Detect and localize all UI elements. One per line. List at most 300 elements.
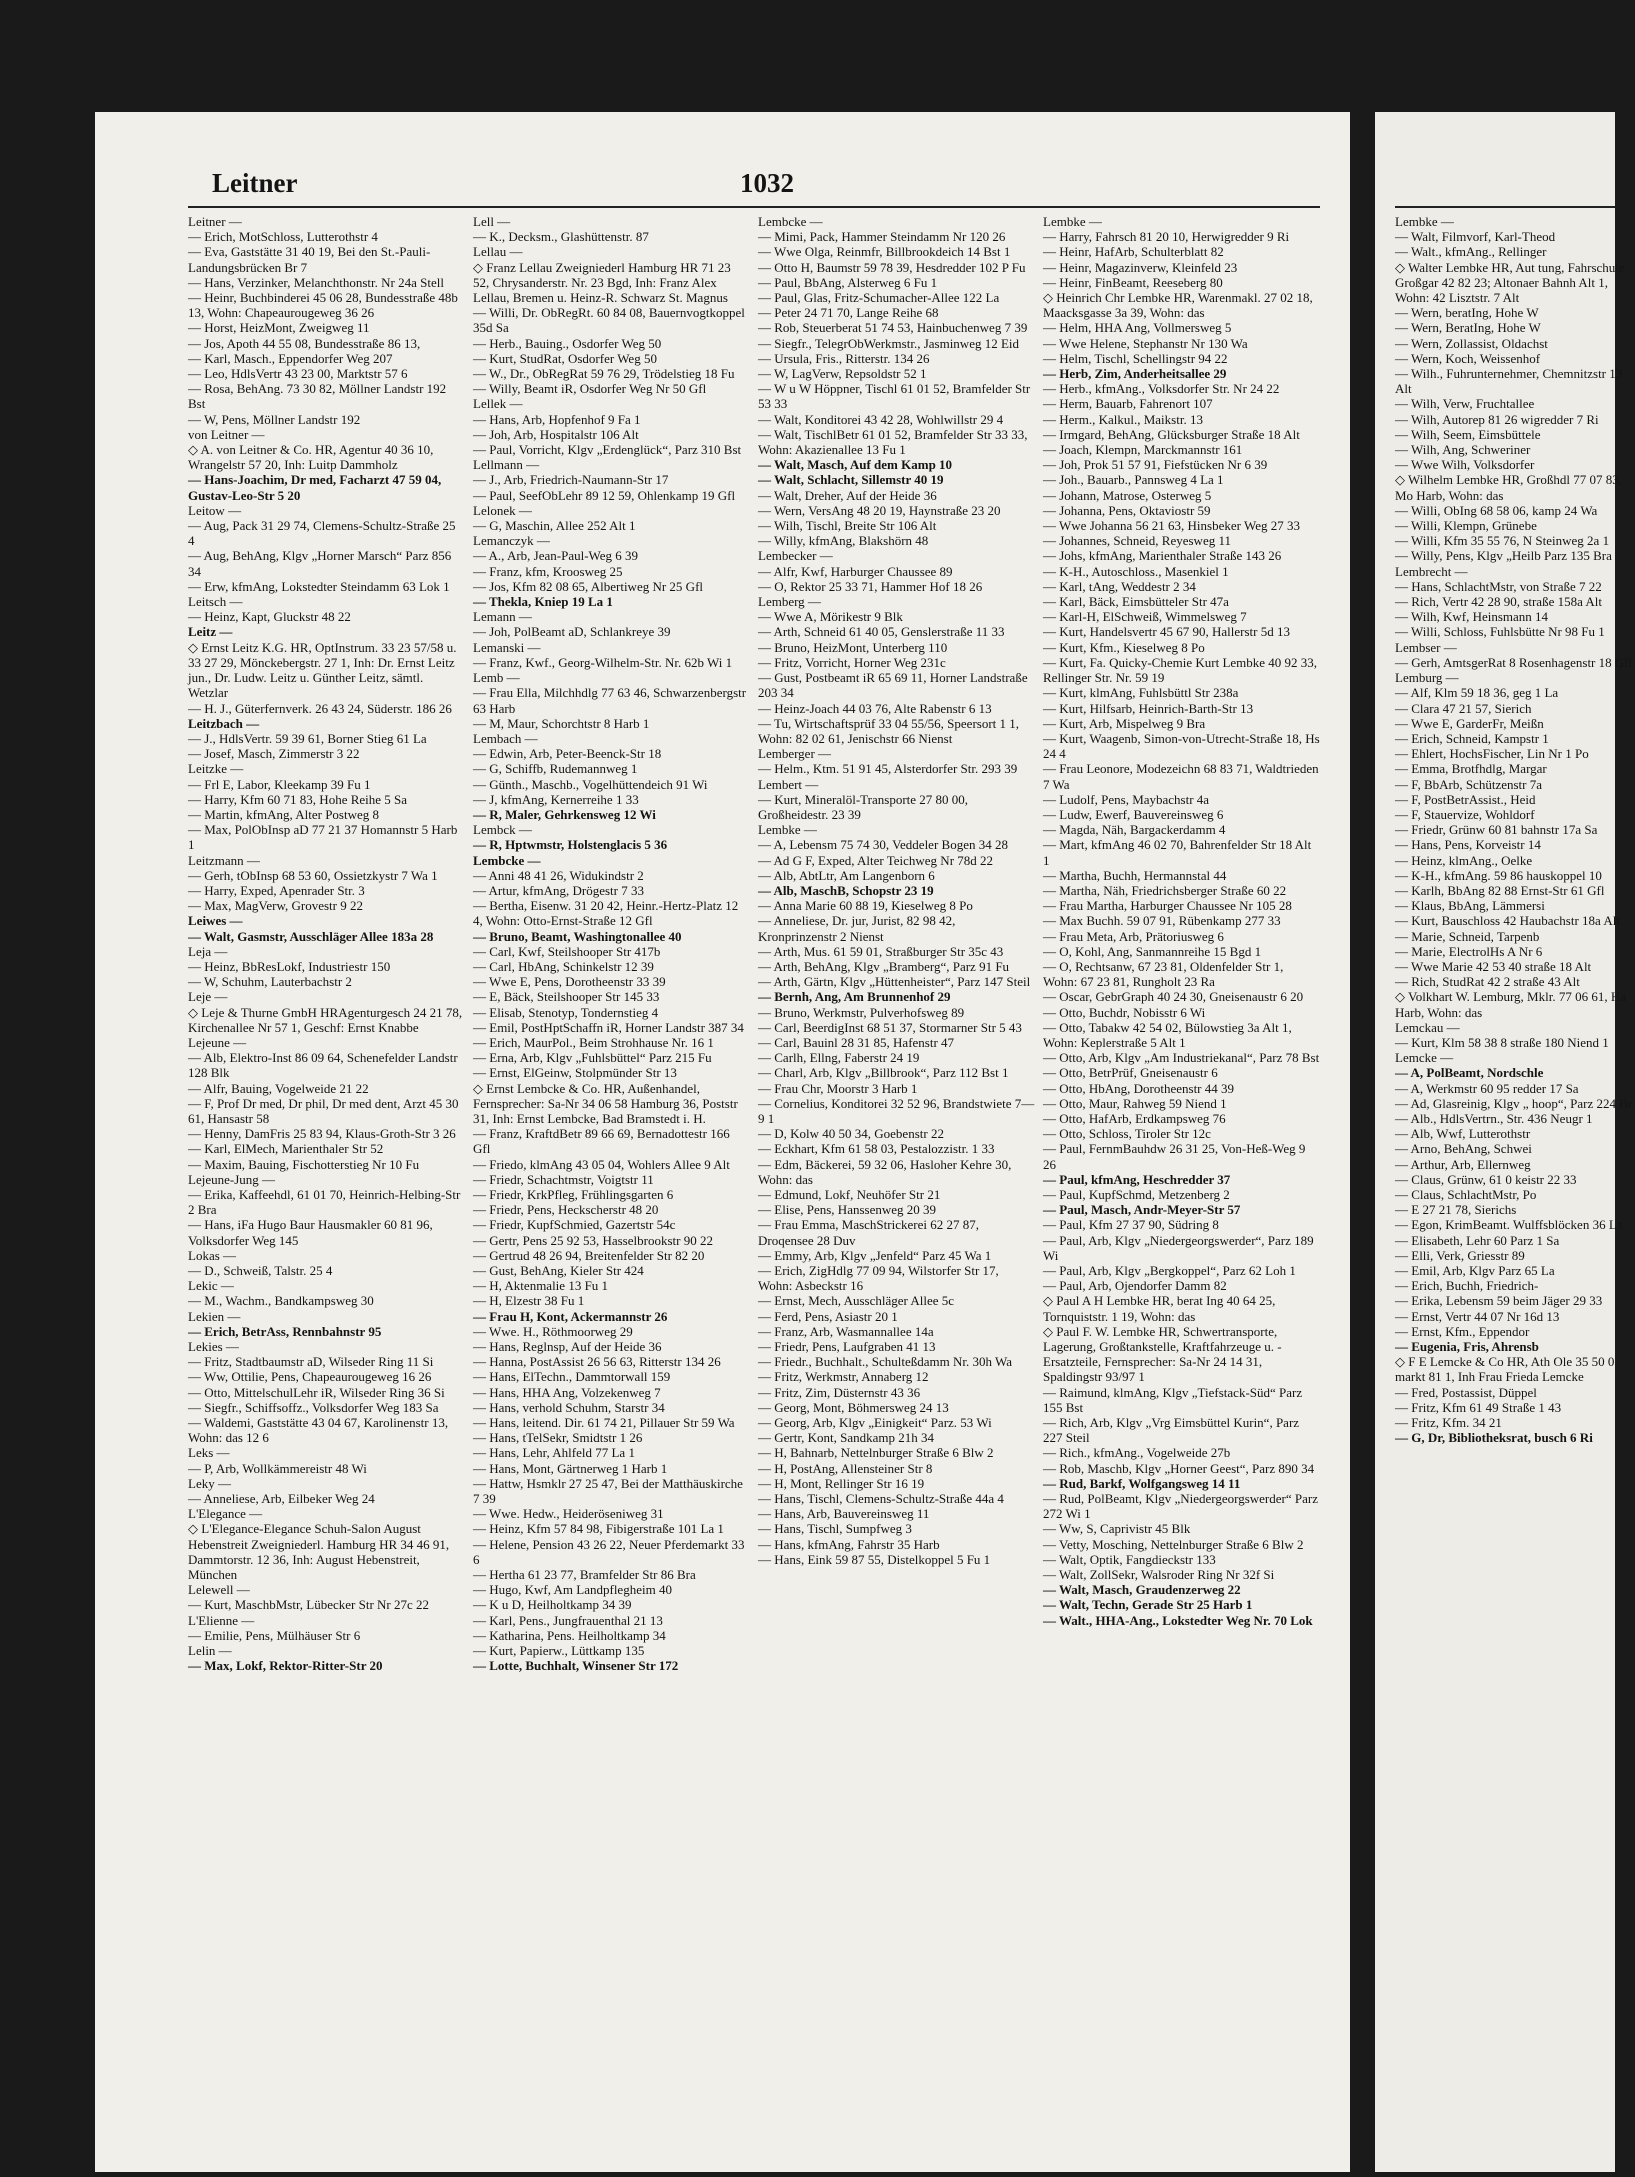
directory-entry: — H. J., Güterfernverk. 26 43 24, Süderstr. 186 26 xyxy=(188,700,452,716)
directory-entry: — Hans, Mont, Gärtnerweg 1 Harb 1 xyxy=(473,1460,668,1476)
directory-entry: — Willy, kfmAng, Blakshörn 48 xyxy=(758,533,929,549)
directory-entry: — Tu, Wirtschaftsprüf 33 04 55/56, Speersort 1 1, Wohn: 82 02 61, Jenischstr 66 Nienst xyxy=(758,715,1020,746)
directory-entry: — Mart, kfmAng 46 02 70, Bahrenfelder Str 18 Alt 1 xyxy=(1043,837,1312,868)
directory-entry: — A, Lebensm 75 74 30, Veddeler Bogen 34 28 xyxy=(758,837,1008,853)
directory-entry: Lembser — xyxy=(1395,639,1457,655)
directory-entry: — Emma, Brotfhdlg, Margar xyxy=(1395,761,1547,777)
directory-entry: — Wwe E, Pens, Dorotheenstr 33 39 xyxy=(473,974,666,990)
directory-entry: — Martha, Näh, Friedrichsberger Straße 60 22 xyxy=(1043,882,1287,898)
directory-entry: — Ferd, Pens, Asiastr 20 1 xyxy=(758,1308,898,1324)
directory-entry: — Wilh, Ang, Schweriner xyxy=(1395,442,1531,458)
directory-entry: — Carl, Bauinl 28 31 85, Hafenstr 47 xyxy=(758,1034,955,1050)
directory-entry: — Hans, ElTechn., Dammtorwall 159 xyxy=(473,1369,671,1385)
directory-entry: — Gertr, Pens 25 92 53, Hasselbrookstr 90 22 xyxy=(473,1232,713,1248)
directory-entry: — O, Rektor 25 33 71, Hammer Hof 18 26 xyxy=(758,578,983,594)
directory-entry: — Marie, ElectrolHs A Nr 6 xyxy=(1395,943,1543,959)
directory-entry: — Katharina, Pens. Heilholtkamp 34 xyxy=(473,1627,666,1643)
directory-entry: — Walt, Gasmstr, Ausschläger Allee 183a 28 xyxy=(188,928,434,944)
directory-entry: — Carlh, Ellng, Faberstr 24 19 xyxy=(758,1050,920,1066)
directory-entry: — Wwe. Hedw., Heideröseniweg 31 xyxy=(473,1506,664,1522)
directory-entry: — Kurt, MaschbMstr, Lübecker Str Nr 27c 22 xyxy=(188,1597,430,1613)
directory-entry: — Egon, KrimBeamt. Wulffsblöcken 36 La xyxy=(1395,1217,1623,1233)
directory-entry: — Frau Emma, MaschStrickerei 62 27 87, Droqensee 28 Duv xyxy=(758,1217,979,1248)
directory-entry: Leks — xyxy=(188,1445,230,1461)
directory-entry: — Carl, Kwf, Steilshooper Str 417b xyxy=(473,943,661,959)
directory-entry: — Eva, Gaststätte 31 40 19, Bei den St.-Pauli-Landungsbrücken Br 7 xyxy=(188,244,431,275)
directory-entry: — Erich, ZigHdlg 77 09 94, Wilstorfer Str 17, Wohn: Asbeckstr 16 xyxy=(758,1263,999,1294)
directory-entry: — Hans, Arb, Hopfenhof 9 Fa 1 xyxy=(473,411,641,427)
directory-entry: — Rich., kfmAng., Vogelweide 27b xyxy=(1043,1445,1231,1461)
directory-entry: — Alfr, Bauing, Vogelweide 21 22 xyxy=(188,1080,369,1096)
directory-entry: — Leo, HdlsVertr 43 23 00, Marktstr 57 6 xyxy=(188,366,408,382)
directory-entry: Lemann — xyxy=(473,609,532,625)
directory-entry: — Emilie, Pens, Mülhäuser Str 6 xyxy=(188,1627,361,1643)
directory-entry: — Fritz, Werkmstr, Annaberg 12 xyxy=(758,1369,929,1385)
directory-entry: — Bernh, Ang, Am Brunnenhof 29 xyxy=(758,989,951,1005)
directory-entry: — Gerh, tObInsp 68 53 60, Ossietzkystr 7 Wa 1 xyxy=(188,867,438,883)
directory-entry: — Heinr, FinBeamt, Reeseberg 80 xyxy=(1043,274,1223,290)
directory-entry: — Kurt, Kfm., Kieselweg 8 Po xyxy=(1043,639,1205,655)
directory-entry: — Rosa, BehAng. 73 30 82, Möllner Landstr 192 Bst xyxy=(188,381,447,412)
directory-entry: — Joh, Arb, Hospitalstr 106 Alt xyxy=(473,426,639,442)
directory-entry: — M, Maur, Schorchtstr 8 Harb 1 xyxy=(473,715,650,731)
directory-entry: — Paul, KupfSchmd, Metzenberg 2 xyxy=(1043,1187,1230,1202)
directory-entry: Lekic — xyxy=(188,1278,234,1294)
directory-entry: — A, PolBeamt, Nordschle xyxy=(1395,1065,1544,1081)
directory-entry: — Walt, Optik, Fangdieckstr 133 xyxy=(1043,1551,1216,1567)
directory-entry: — Paul, Arb, Klgv „Niedergeorgswerder“, Parz 189 Wi xyxy=(1043,1232,1314,1263)
directory-entry: — Maxim, Bauing, Fischotterstieg Nr 10 Fu xyxy=(188,1156,420,1172)
directory-entry: — Karl-H, ElSchweiß, Wimmelsweg 7 xyxy=(1043,609,1247,625)
directory-entry: — Friedo, klmAng 43 05 04, Wohlers Allee 9 Alt xyxy=(473,1156,730,1172)
directory-entry: — Heinz-Joach 44 03 76, Alte Rabenstr 6 13 xyxy=(758,700,992,716)
directory-entry: — F, Prof Dr med, Dr phil, Dr med dent, Arzt 45 30 61, Hansastr 58 xyxy=(188,1095,459,1126)
directory-entry: — Ernst, Kfm., Eppendor xyxy=(1395,1323,1530,1339)
running-head-name: Leitner xyxy=(212,168,298,198)
directory-entry: — Mimi, Pack, Hammer Steindamm Nr 120 26 xyxy=(758,229,1006,245)
directory-entry: — Cornelius, Konditorei 32 52 96, Brandstwiete 7—9 1 xyxy=(758,1095,1035,1126)
directory-entry: — Kurt, Waagenb, Simon-von-Utrecht-Straße 18, Hs 24 4 xyxy=(1043,730,1320,762)
directory-entry: — J., HdlsVertr. 59 39 61, Borner Stieg 61 La xyxy=(188,730,427,746)
directory-entry: — Joach, Klempn, Marckmannstr 161 xyxy=(1043,442,1243,458)
directory-entry: — Artur, kfmAng, Drögestr 7 33 xyxy=(473,882,644,898)
directory-entry: — Joh., Bauarb., Pannsweg 4 La 1 xyxy=(1043,472,1224,488)
directory-entry: — Kurt, Fa. Quicky-Chemie Kurt Lembke 40 92 33, Rellinger Str. Nr. 59 19 xyxy=(1043,654,1318,686)
directory-entry: — A, Werkmstr 60 95 redder 17 Sa xyxy=(1395,1080,1579,1096)
directory-entry: — Max, PolObInsp aD 77 21 37 Homannstr 5 Harb 1 xyxy=(188,822,458,853)
directory-entry: — O, Rechtsanw, 67 23 81, Oldenfelder Str 1, Wohn: 67 23 81, Rungholt 23 Ra xyxy=(1043,958,1284,990)
directory-entry: — Alfr, Kwf, Harburger Chaussee 89 xyxy=(758,563,953,579)
directory-entry: — H, Aktenmalie 13 Fu 1 xyxy=(473,1278,609,1294)
directory-entry: — Hans, Reglnsp, Auf der Heide 36 xyxy=(473,1339,662,1355)
directory-columns xyxy=(188,214,1320,2004)
directory-entry: — Johs, kfmAng, Marienthaler Straße 143 26 xyxy=(1043,548,1282,564)
directory-entry: — Anna Marie 60 88 19, Kieselweg 8 Po xyxy=(758,898,973,914)
directory-entry: — H, PostAng, Allensteiner Str 8 xyxy=(758,1460,933,1476)
directory-entry: — Kurt, StudRat, Osdorfer Weg 50 xyxy=(473,350,657,366)
next-page-header-rule xyxy=(1395,206,1615,208)
directory-entry: — Frau Martha, Harburger Chaussee Nr 105 28 xyxy=(1043,898,1292,914)
directory-entry: — Johanna, Pens, Oktaviostr 59 xyxy=(1043,502,1211,518)
directory-entry: — Kurt, Hilfsarb, Heinrich-Barth-Str 13 xyxy=(1043,700,1254,716)
directory-entry: — Anneliese, Dr. jur, Jurist, 82 98 42, Kronprinzenstr 2 Nienst xyxy=(758,913,956,944)
directory-entry: — Karl, tAng, Weddestr 2 34 xyxy=(1043,578,1196,594)
directory-entry: — Karl, Pens., Jungfrauenthal 21 13 xyxy=(473,1612,663,1628)
directory-entry: Lemb — xyxy=(473,670,520,686)
directory-entry: Lemckau — xyxy=(1395,1019,1460,1035)
directory-entry: — Frau H, Kont, Ackermannstr 26 xyxy=(473,1308,668,1324)
directory-entry: — Joh, Prok 51 57 91, Fiefstücken Nr 6 39 xyxy=(1043,457,1268,473)
directory-entry: — Hans, SchlachtMstr, von Straße 7 22 xyxy=(1395,578,1602,594)
directory-entry: — Rich, StudRat 42 2 straße 43 Alt xyxy=(1395,974,1580,990)
directory-entry: — Heinz, BbResLokf, Industriestr 150 xyxy=(188,958,391,974)
directory-entry: — Elisab, Stenotyp, Tondernstieg 4 xyxy=(473,1004,659,1020)
directory-entry: Lembert — xyxy=(758,776,819,792)
directory-entry: — Anni 48 41 26, Widukindstr 2 xyxy=(473,867,644,883)
directory-entry: — Ernst, Mech, Ausschläger Allee 5c xyxy=(758,1293,955,1309)
directory-entry: Lejeune-Jung — xyxy=(188,1171,276,1187)
directory-entry: — G, Schiffb, Rudemannweg 1 xyxy=(473,761,638,777)
directory-column-1 xyxy=(188,214,465,2004)
directory-entry: Leky — xyxy=(188,1475,231,1491)
directory-entry: — Hans-Joachim, Dr med, Facharzt 47 59 04, Gustav-Leo-Str 5 20 xyxy=(188,472,442,503)
directory-entry: — Wilh, Kwf, Heinsmann 14 xyxy=(1395,609,1549,625)
directory-entry: — Emmy, Arb, Klgv „Jenfeld“ Parz 45 Wa 1 xyxy=(758,1247,992,1263)
directory-entry: — Edwin, Arb, Peter-Beenck-Str 18 xyxy=(473,746,662,762)
directory-entry: Lokas — xyxy=(188,1247,237,1263)
directory-entry: — Joh, PolBeamt aD, Schlankreye 39 xyxy=(473,624,671,640)
directory-entry: — Eugenia, Fris, Ahrensb xyxy=(1395,1339,1539,1355)
directory-entry: — Alb, MaschB, Schopstr 23 19 xyxy=(758,882,934,898)
directory-entry: — W u W Höppner, Tischl 61 01 52, Bramfelder Str 53 33 xyxy=(758,381,1031,412)
directory-entry: — Clara 47 21 57, Sierich xyxy=(1395,700,1532,716)
directory-entry: — Georg, Mont, Böhmersweg 24 13 xyxy=(758,1399,949,1415)
directory-entry: — Max, MagVerw, Grovestr 9 22 xyxy=(188,898,363,914)
directory-entry: — Edm, Bäckerei, 59 32 06, Hasloher Kehre 30, Wohn: das xyxy=(758,1156,1012,1187)
directory-entry: — K., Decksm., Glashüttenstr. 87 xyxy=(473,229,649,245)
directory-entry: — Claus, Grünw, 61 0 keistr 22 33 xyxy=(1395,1171,1577,1187)
directory-entry: — Wilh, Tischl, Breite Str 106 Alt xyxy=(758,518,937,534)
directory-entry: — Ernst, ElGeinw, Stolpmünder Str 13 xyxy=(473,1065,677,1081)
directory-entry: Leja — xyxy=(188,943,228,959)
directory-entry: Leiwes — xyxy=(188,913,243,929)
directory-entry: — Otto, Buchdr, Nobisstr 6 Wi xyxy=(1043,1004,1206,1020)
directory-entry: — Irmgard, BehAng, Glücksburger Straße 18 Alt xyxy=(1043,426,1300,442)
directory-entry: — Franz, kfm, Kroosweg 25 xyxy=(473,563,623,579)
directory-entry: — Kurt, Handelsvertr 45 67 90, Hallerstr 5d 13 xyxy=(1043,624,1290,640)
directory-entry: — F, Stauervize, Wohldorf xyxy=(1395,806,1535,822)
directory-entry: — Hans, iFa Hugo Baur Hausmakler 60 81 96, Volksdorfer Weg 145 xyxy=(188,1217,433,1248)
directory-entry: — Arno, BehAng, Schwei xyxy=(1395,1141,1532,1157)
directory-entry: Lembcke — xyxy=(758,214,823,229)
directory-entry: — H, Mont, Rellinger Str 16 19 xyxy=(758,1475,925,1491)
directory-entry: — Rob, Maschb, Klgv „Horner Geest“, Parz 890 34 xyxy=(1043,1460,1315,1476)
directory-entry: — Hans, tTelSekr, Smidtstr 1 26 xyxy=(473,1430,643,1446)
directory-entry: — Wwe Johanna 56 21 63, Hinsbeker Weg 27 33 xyxy=(1043,518,1300,534)
directory-entry: — Gertr, Kont, Sandkamp 21h 34 xyxy=(758,1430,935,1446)
directory-entry: — Hans, Verzinker, Melanchthonstr. Nr 24a Stell xyxy=(188,274,444,290)
directory-entry: — Otto, Maur, Rahweg 59 Niend 1 xyxy=(1043,1095,1227,1111)
directory-entry: Lemanski — xyxy=(473,639,541,655)
directory-entry: — Walt, Techn, Gerade Str 25 Harb 1 xyxy=(1043,1597,1253,1613)
directory-entry: — Peter 24 71 70, Lange Reihe 68 xyxy=(758,305,939,321)
directory-entry: ◇ Volkhart W. Lemburg, Mklr. 77 06 61, Ha Harb, Wohn: das xyxy=(1395,989,1626,1020)
directory-entry: — Friedr, Pens, Heckscherstr 48 20 xyxy=(473,1202,659,1218)
directory-entry: — Helm, Tischl, Schellingstr 94 22 xyxy=(1043,350,1228,366)
directory-entry: — Otto, Schloss, Tiroler Str 12c xyxy=(1043,1126,1211,1142)
directory-entry: ◇ Paul A H Lembke HR, berat Ing 40 64 25, Tornquiststr. 1 19, Wohn: das xyxy=(1043,1293,1276,1324)
directory-entry: — Waldemi, Gaststätte 43 04 67, Karolinenstr 13, Wohn: das 12 6 xyxy=(188,1415,449,1446)
directory-entry: — R, Maler, Gehrkensweg 12 Wi xyxy=(473,806,656,822)
directory-entry: ◇ Walter Lembke HR, Aut tung, Fahrschule Großgar 42 82 23; Altonaer Bahnh Alt 1, Wohn: 42 Lisztstr. 7 Alt xyxy=(1395,259,1625,306)
directory-entry: — W., Dr., ObRegRat 59 76 29, Trödelstieg 18 Fu xyxy=(473,366,735,382)
directory-entry: — Hanna, PostAssist 26 56 63, Ritterstr 134 26 xyxy=(473,1354,721,1370)
directory-entry: — Paul, Glas, Fritz-Schumacher-Allee 122 La xyxy=(758,290,1000,306)
directory-entry: — Willy, Beamt iR, Osdorfer Weg Nr 50 Gfl xyxy=(473,381,707,397)
directory-entry: Lemanczyk — xyxy=(473,533,550,549)
directory-entry: — Heinz, Kfm 57 84 98, Fibigerstraße 101 La 1 xyxy=(473,1521,724,1537)
directory-entry: — Fritz, Stadtbaumstr aD, Wilseder Ring 11 Si xyxy=(188,1354,434,1370)
directory-entry: ◇ Ernst Leitz K.G. HR, OptInstrum. 33 23 57/58 u. 33 27 29, Mönckebergstr. 27 1, Inh: Dr. Ernst Leitz jun., Dr. Ludw. Leitz u. Günther Leitz, sämtl. Wetzlar xyxy=(188,639,457,701)
directory-entry: — Erw, kfmAng, Lokstedter Steindamm 63 Lok 1 xyxy=(188,578,450,594)
page-header xyxy=(120,168,1315,202)
directory-entry: — Rud, PolBeamt, Klgv „Niedergeorgswerder“ Parz 272 Wi 1 xyxy=(1043,1491,1318,1522)
directory-entry: — Hans, Eink 59 87 55, Distelkoppel 5 Fu 1 xyxy=(758,1551,991,1567)
directory-entry: — Karl, ElMech, Marienthaler Str 52 xyxy=(188,1141,384,1157)
directory-entry: — Heinr, HafArb, Schulterblatt 82 xyxy=(1043,244,1224,260)
directory-entry: Lembke — xyxy=(1043,214,1102,229)
directory-entry: — Ernst, Vertr 44 07 Nr 16d 13 xyxy=(1395,1308,1560,1324)
directory-entry: — Rich, Vertr 42 28 90, straße 158a Alt xyxy=(1395,594,1603,610)
directory-entry: — Carl, HbAng, Schinkelstr 12 39 xyxy=(473,958,654,974)
directory-entry: — Frau Ella, Milchhdlg 77 63 46, Schwarzenbergstr 63 Harb xyxy=(473,685,747,716)
directory-entry: — Otto, HafArb, Erdkampsweg 76 xyxy=(1043,1110,1226,1126)
directory-entry: — Ludolf, Pens, Maybachstr 4a xyxy=(1043,791,1210,807)
directory-entry: Leitz — xyxy=(188,624,233,640)
directory-entry: — Willi, Kfm 35 55 76, N Steinweg 2a 1 xyxy=(1395,533,1610,549)
directory-entry: — Hans, Arb, Bauvereinsweg 11 xyxy=(758,1506,930,1522)
directory-entry: Lembck — xyxy=(473,822,532,838)
directory-entry: Lelin — xyxy=(188,1643,232,1659)
directory-entry: Lembecker — xyxy=(758,548,833,564)
directory-entry: — Alb., HdlsVertrn., Str. 436 Neugr 1 xyxy=(1395,1110,1593,1126)
directory-entry: — Erich, MaurPol., Beim Strohhause Nr. 16 1 xyxy=(473,1034,714,1050)
directory-entry: — Wwe Wilh, Volksdorfer xyxy=(1395,457,1535,473)
directory-entry: — Paul, Kfm 27 37 90, Südring 8 xyxy=(1043,1217,1219,1233)
directory-entry: — E 27 21 78, Sierichs xyxy=(1395,1202,1517,1218)
directory-entry: — Willi, Klempn, Grünebe xyxy=(1395,518,1537,534)
directory-entry: Lekien — xyxy=(188,1308,241,1324)
directory-entry: — Fritz, Zim, Düsternstr 43 36 xyxy=(758,1384,921,1400)
directory-entry: — J., Arb, Friedrich-Naumann-Str 17 xyxy=(473,472,669,488)
directory-entry: — Herb., Bauing., Osdorfer Weg 50 xyxy=(473,335,662,351)
directory-entry: — Wwe E, GarderFr, Meißn xyxy=(1395,715,1544,731)
directory-entry: — Emil, PostHptSchaffn iR, Horner Landstr 387 34 xyxy=(473,1019,744,1035)
directory-entry: — Hans, kfmAng, Fahrstr 35 Harb xyxy=(758,1536,940,1552)
directory-entry: — Franz, Arb, Wasmannallee 14a xyxy=(758,1323,934,1339)
directory-column-4 xyxy=(1043,214,1320,2004)
directory-entry: — Wern, VersAng 48 20 19, Haynstraße 23 20 xyxy=(758,502,1001,518)
directory-entry: — Ludw, Ewerf, Bauvereinsweg 6 xyxy=(1043,806,1224,822)
directory-entry: Lembach — xyxy=(473,730,538,746)
directory-entry: Lejeune — xyxy=(188,1034,247,1050)
directory-entry: ◇ Wilhelm Lembke HR, Großhdl 77 07 83, Mo Harb, Wohn: das xyxy=(1395,472,1622,503)
directory-entry: — K-H., Autoschloss., Masenkiel 1 xyxy=(1043,563,1229,579)
directory-entry: — Johann, Matrose, Osterweg 5 xyxy=(1043,487,1212,503)
directory-entry: — Rich, Arb, Klgv „Vrg Eimsbüttel Kurin“, Parz 227 Steil xyxy=(1043,1415,1300,1446)
directory-entry: — J, kfmAng, Kernerreihe 1 33 xyxy=(473,791,639,807)
directory-entry: — Friedr, KrkPfleg, Frühlingsgarten 6 xyxy=(473,1187,674,1202)
directory-entry: — Otto, HbAng, Dorotheenstr 44 39 xyxy=(1043,1080,1235,1096)
directory-entry: — Rud, Barkf, Wolfgangsweg 14 11 xyxy=(1043,1475,1241,1491)
directory-entry: — Arth, Gärtn, Klgv „Hüttenheister“, Parz 147 Steil xyxy=(758,974,1031,990)
directory-entry: — Hans, Lehr, Ahlfeld 77 La 1 xyxy=(473,1445,635,1461)
directory-entry: — Marie, Schneid, Tarpenb xyxy=(1395,928,1540,944)
directory-entry: — Franz, KraftdBetr 89 66 69, Bernadottestr 166 Gfl xyxy=(473,1126,730,1157)
directory-entry: — Heinr, Magazinverw, Kleinfeld 23 xyxy=(1043,259,1238,275)
directory-entry: — Kurt, klmAng, Fuhlsbüttl Str 238a xyxy=(1043,685,1239,701)
directory-entry: — Horst, HeizMont, Zweigweg 11 xyxy=(188,320,370,336)
directory-entry: — Alb, Wwf, Lutterothstr xyxy=(1395,1126,1531,1142)
directory-entry: Leitzke — xyxy=(188,761,244,777)
directory-entry: — Erich, MotSchloss, Lutterothstr 4 xyxy=(188,229,378,245)
directory-entry: — Wilh, Autorep 81 26 wigredder 7 Ri xyxy=(1395,411,1599,427)
directory-entry: — Elisabeth, Lehr 60 Parz 1 Sa xyxy=(1395,1232,1560,1248)
directory-entry: — M., Wachm., Bandkampsweg 30 xyxy=(188,1293,374,1309)
directory-entry: — Wilh, Seem, Eimsbüttele xyxy=(1395,426,1541,442)
directory-entry: — D., Schweiß, Talstr. 25 4 xyxy=(188,1263,333,1279)
directory-entry: — Walt, Masch, Graudenzerweg 22 xyxy=(1043,1582,1241,1598)
directory-entry: — Wwe Marie 42 53 40 straße 18 Alt xyxy=(1395,958,1592,974)
directory-entry: — Harry, Exped, Apenrader Str. 3 xyxy=(188,882,365,898)
directory-entry: — Walt, ZollSekr, Walsroder Ring Nr 32f Si xyxy=(1043,1567,1275,1583)
directory-entry: — Erich, Buchh, Friedrich- xyxy=(1395,1278,1539,1294)
directory-entry: Lellmann — xyxy=(473,457,540,473)
directory-entry: — Hans, Tischl, Clemens-Schultz-Straße 44a 4 xyxy=(758,1491,1004,1507)
directory-entry: ◇ F E Lemcke & Co HR, Ath Ole 35 50 0 markt 81 1, Inh Frau Frieda Lemcke xyxy=(1395,1354,1615,1385)
directory-entry: — Wwe Helene, Stephanstr Nr 130 Wa xyxy=(1043,335,1248,351)
directory-entry: — Franz, Kwf., Georg-Wilhelm-Str. Nr. 62b Wi 1 xyxy=(473,654,733,670)
directory-entry: — Willy, Pens, Klgv „Heilb Parz 135 Bra xyxy=(1395,548,1612,564)
directory-entry: — Harry, Kfm 60 71 83, Hohe Reihe 5 Sa xyxy=(188,791,408,807)
directory-entry: — Max, Lokf, Rektor-Ritter-Str 20 xyxy=(188,1658,383,1674)
directory-entry: — Alb, AbtLtr, Am Langenborn 6 xyxy=(758,867,935,883)
directory-entry: Leitner — xyxy=(188,214,242,229)
directory-entry: — Georg, Arb, Klgv „Einigkeit“ Parz. 53 Wi xyxy=(758,1415,992,1431)
directory-entry: — Emil, Arb, Klgv Parz 65 La xyxy=(1395,1263,1555,1279)
directory-entry: — Erika, Lebensm 59 beim Jäger 29 33 xyxy=(1395,1293,1603,1309)
directory-entry: — Paul, Arb, Klgv „Bergkoppel“, Parz 62 Loh 1 xyxy=(1043,1263,1296,1279)
directory-entry: — Paul, SeefObLehr 89 12 59, Ohlenkamp 19 Gfl xyxy=(473,487,736,503)
directory-entry: — H, Bahnarb, Nettelnburger Straße 6 Blw 2 xyxy=(758,1445,994,1461)
directory-entry: — Ad G F, Exped, Alter Teichweg Nr 78d 22 xyxy=(758,852,994,868)
directory-entry: — Jos, Kfm 82 08 65, Albertiweg Nr 25 Gfl xyxy=(473,578,704,594)
directory-entry: — Otto, MittelschulLehr iR, Wilseder Ring 36 Si xyxy=(188,1384,445,1400)
directory-entry: — F, PostBetrAssist., Heid xyxy=(1395,791,1536,807)
directory-entry: Lelonek — xyxy=(473,502,532,518)
directory-entry: — K-H., kfmAng. 59 86 hauskoppel 10 xyxy=(1395,867,1602,883)
directory-entry: — R, Hptwmstr, Holstenglacis 5 36 xyxy=(473,837,668,853)
directory-entry: — Helene, Pension 43 26 22, Neuer Pferdemarkt 33 6 xyxy=(473,1536,745,1567)
directory-entry: — Gertrud 48 26 94, Breitenfelder Str 82 20 xyxy=(473,1247,705,1263)
directory-entry: Lembrecht — xyxy=(1395,563,1468,579)
directory-entry: L'Elienne — xyxy=(188,1612,255,1628)
directory-entry: — Wern, BeratIng, Hohe W xyxy=(1395,320,1541,336)
directory-entry: — Arth, Mus. 61 59 01, Straßburger Str 35c 43 xyxy=(758,943,1004,959)
directory-entry: Lellek — xyxy=(473,396,523,412)
directory-entry: — Ursula, Fris., Ritterstr. 134 26 xyxy=(758,350,930,366)
directory-entry: — Willi, Dr. ObRegRt. 60 84 08, Bauernvogtkoppel 35d Sa xyxy=(473,305,745,336)
directory-entry: — Heinz, Kapt, Gluckstr 48 22 xyxy=(188,609,351,625)
directory-entry: Lekies — xyxy=(188,1339,239,1355)
directory-entry: — Heinz, klmAng., Oelke xyxy=(1395,852,1533,868)
directory-entry: — Helm, HHA Ang, Vollmersweg 5 xyxy=(1043,320,1232,336)
directory-entry: — Herb, Zim, Anderheitsallee 29 xyxy=(1043,366,1227,382)
directory-entry: — Otto H, Baumstr 59 78 39, Hesdredder 102 P Fu xyxy=(758,259,1026,275)
directory-entry: Lemberg — xyxy=(758,594,821,610)
directory-entry: — Walt, TischlBetr 61 01 52, Bramfelder Str 33 33, Wohn: Akazienallee 13 Fu 1 xyxy=(758,426,1028,458)
directory-entry: — Kurt, Papierw., Lüttkamp 135 xyxy=(473,1643,645,1659)
directory-entry: — Walt, Dreher, Auf der Heide 36 xyxy=(758,487,937,503)
page-number: 1032 xyxy=(740,168,794,198)
directory-entry: ◇ Leje & Thurne GmbH HRAgenturgesch 24 21 78, Kirchenallee Nr 57 1, Geschf: Ernst Knabbe xyxy=(188,1004,463,1035)
directory-entry: — Walt, Schlacht, Sillemstr 40 19 xyxy=(758,472,944,488)
directory-entry: — Fritz, Vorricht, Horner Weg 231c xyxy=(758,654,946,670)
directory-entry: — Herm, Bauarb, Fahrenort 107 xyxy=(1043,396,1213,412)
directory-entry: — Siegfr., Schiffsoffz., Volksdorfer Weg 183 Sa xyxy=(188,1399,439,1415)
directory-entry: Leitow — xyxy=(188,502,242,518)
directory-entry: — G, Dr, Bibliotheksrat, busch 6 Ri xyxy=(1395,1430,1593,1446)
directory-entry: Leitzmann — xyxy=(188,852,260,868)
directory-entry: — Karl, Masch., Eppendorfer Weg 207 xyxy=(188,350,393,366)
directory-entry: — Lotte, Buchhalt, Winsener Str 172 xyxy=(473,1658,679,1674)
directory-entry: — Claus, SchlachtMstr, Po xyxy=(1395,1187,1537,1202)
directory-entry: — Eckhart, Kfm 61 58 03, Pestalozzistr. 1 33 xyxy=(758,1141,995,1157)
directory-entry: — Raimund, klmAng, Klgv „Tiefstack-Süd“ Parz 155 Bst xyxy=(1043,1384,1303,1415)
directory-entry: Lelewell — xyxy=(188,1582,250,1598)
directory-entry: Lembcke — xyxy=(473,852,541,868)
directory-entry: — G, Maschin, Allee 252 Alt 1 xyxy=(473,518,636,534)
directory-entry: — Walt, Masch, Auf dem Kamp 10 xyxy=(758,457,953,473)
directory-entry: — Walt., HHA-Ang., Lokstedter Weg Nr. 70 Lok xyxy=(1043,1612,1313,1628)
directory-entry: — Gust, BehAng, Kieler Str 424 xyxy=(473,1263,644,1279)
directory-entry: — Heinr, Buchbinderei 45 06 28, Bundesstraße 48b 13, Wohn: Chapeaurougeweg 36 26 xyxy=(188,290,458,321)
directory-entry: — Paul, kfmAng, Heschredder 37 xyxy=(1043,1171,1231,1187)
directory-entry: — Kurt, Mineralöl-Transporte 27 80 00, Großheidestr. 23 39 xyxy=(758,791,969,822)
directory-entry: ◇ Ernst Lembcke & Co. HR, Außenhandel, Fernsprecher: Sa-Nr 34 06 58 Hamburg 36, Poststr 31, Inh: Ernst Lembcke, Bad Bramstedt i. H. xyxy=(473,1080,738,1126)
directory-entry: — Johannes, Schneid, Reyesweg 11 xyxy=(1043,533,1231,549)
directory-entry: — Rob, Steuerberat 51 74 53, Hainbuchenweg 7 39 xyxy=(758,320,1028,336)
directory-entry: — Friedr., Buchhalt., Schulteßdamm Nr. 30h Wa xyxy=(758,1354,1012,1370)
directory-entry: — Alf, Klm 59 18 36, geg 1 La xyxy=(1395,685,1559,701)
directory-entry: — Oscar, GebrGraph 40 24 30, Gneisenaustr 6 20 xyxy=(1043,989,1304,1005)
header-rule xyxy=(188,206,1320,208)
directory-entry: — Paul, BbAng, Alsterweg 6 Fu 1 xyxy=(758,274,938,290)
directory-entry: Leje — xyxy=(188,989,228,1005)
directory-entry: Lellau — xyxy=(473,244,523,260)
directory-entry: — Carl, BeerdigInst 68 51 37, Stormarner Str 5 43 xyxy=(758,1019,1022,1035)
directory-entry: — Willi, ObIng 68 58 06, kamp 24 Wa xyxy=(1395,502,1598,518)
directory-entry: — Erika, Kaffeehdl, 61 01 70, Heinrich-Helbing-Str 2 Bra xyxy=(188,1187,461,1218)
directory-entry: — Aug, BehAng, Klgv „Horner Marsch“ Parz 856 34 xyxy=(188,548,452,579)
directory-entry: — Klaus, BbAng, Lämmersi xyxy=(1395,898,1545,914)
directory-entry: — Frl E, Labor, Kleekamp 39 Fu 1 xyxy=(188,776,371,792)
directory-entry: — H, Elzestr 38 Fu 1 xyxy=(473,1293,585,1309)
directory-entry: — Frau Chr, Moorstr 3 Harb 1 xyxy=(758,1080,918,1096)
directory-entry: — Gerh, AmtsgerRat 8 Rosenhagenstr 18 Gfl xyxy=(1395,654,1633,670)
directory-entry: ◇ Franz Lellau Zweigniederl Hamburg HR 71 23 52, Chrysanderstr. Nr. 23 Bgd, Inh: Franz Alex Lellau, Bremen u. Heinz-R. Schwarz St. Magnus xyxy=(473,259,731,306)
directory-entry: — Willi, Schloss, Fuhlsbütte Nr 98 Fu 1 xyxy=(1395,624,1605,640)
